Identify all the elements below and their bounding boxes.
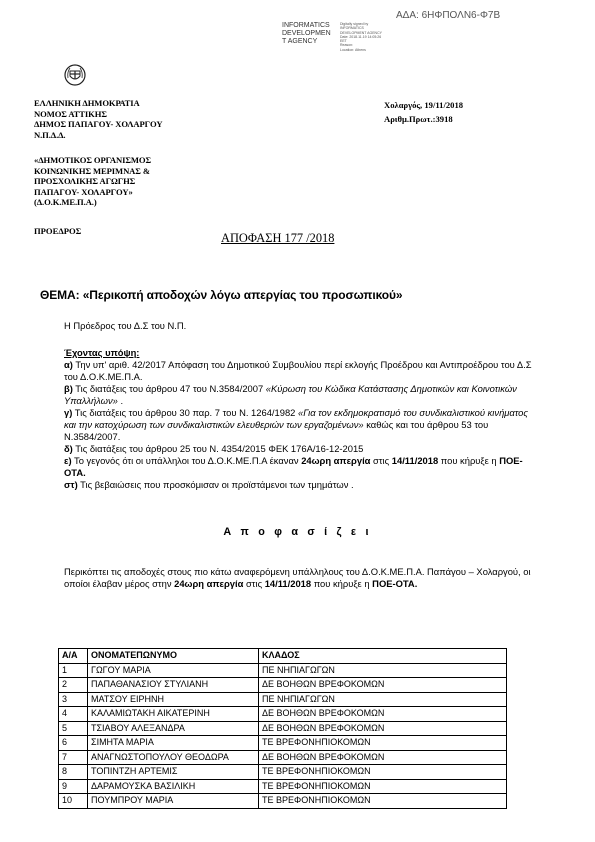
considering-title: Έχοντας υπόψη: [64, 347, 140, 358]
employee-branch: ΤΕ ΒΡΕΦΟΝΗΠΙΟΚΟΜΩΝ [259, 779, 507, 794]
employee-name: ΤΣΙΑΒΟΥ ΑΛΕΞΑΝΔΡΑ [88, 721, 259, 736]
org-line: (Δ.Ο.Κ.ΜΕ.Π.Α.) [34, 197, 97, 207]
table-row [59, 707, 507, 722]
considering-section [64, 347, 534, 491]
organization-name [34, 155, 151, 208]
employee-name: ΣΙΜΗΤΑ ΜΑΡΙΑ [88, 736, 259, 751]
signature-line: Date: 2018.11.19 14:05:26 [340, 34, 382, 39]
employee-branch: ΔΕ ΒΟΗΘΩΝ ΒΡΕΦΟΚΟΜΩΝ [259, 707, 507, 722]
org-line: ΠΑΠΑΓΟΥ- ΧΟΛΑΡΓΟΥ» [34, 186, 133, 197]
header-line: ΝΟΜΟΣ ΑΤΤΙΚΗΣ [34, 108, 107, 119]
table-row [59, 765, 507, 780]
row-number: 10 [59, 794, 88, 809]
row-number: 4 [59, 707, 88, 722]
table-row [59, 678, 507, 693]
protocol-number: Αριθμ.Πρωτ.:3918 [384, 114, 453, 124]
consideration-item: α) Την υπ' αριθ. 42/2017 Απόφαση του Δημοτικού Συμβουλίου περί εκλογής Προέδρου και Αντιπροέδρου του Δ.Σ του Δ.Ο.Κ.ΜΕ.Π.Α. [64, 359, 532, 382]
row-number: 9 [59, 779, 88, 794]
employee-name: ΓΩΓΟΥ ΜΑΡΙΑ [88, 663, 259, 678]
employee-name: ΠΑΠΑΘΑΝΑΣΙΟΥ ΣΤΥΛΙΑΝΗ [88, 678, 259, 693]
row-number: 8 [59, 765, 88, 780]
employee-name: ΠΟΥΜΠΡΟΥ ΜΑΡΙΑ [88, 794, 259, 809]
intro-text: Η Πρόεδρος του Δ.Σ του Ν.Π. [64, 320, 187, 331]
ada-code: ΑΔΑ: 6ΗΦΠΟΛΝ6-Φ7Β [396, 10, 501, 21]
header-line: ΕΛΛΗΝΙΚΗ ΔΗΜΟΚΡΑΤΙΑ [34, 98, 140, 108]
row-number: 6 [59, 736, 88, 751]
logo-line: T AGENCY [282, 38, 318, 45]
decision-body: Περικόπτει τις αποδοχές στους πιο κάτω αναφερόμενη υπάλληλους του Δ.Ο.Κ.ΜΕ.Π.Α. Παπάγου – Χολαργού, οι οποίοι έλαβαν μέρος στην 24ωρη απεργία στις 14/11/2018 που κήρυξε η ΠΟΕ-ΟΤΑ. [64, 566, 531, 589]
org-line: «ΔΗΜΟΤΙΚΟΣ ΟΡΓΑΝΙΣΜΟΣ [34, 155, 151, 165]
logo-line: INFORMATICS [282, 22, 330, 29]
header-branch: ΚΛΑΔΟΣ [259, 649, 507, 664]
president-label: ΠΡΟΕΔΡΟΣ [34, 226, 82, 236]
employee-name: ΑΝΑΓΝΩΣΤΟΠΟΥΛΟΥ ΘΕΟΔΩΡΑ [88, 750, 259, 765]
consideration-item: στ) Τις βεβαιώσεις που προσκόμισαν οι προϊστάμενοι των τμημάτων . [64, 479, 354, 490]
table-row [59, 663, 507, 678]
signature-line: Location: Athens [340, 47, 366, 52]
greek-emblem-icon [64, 64, 86, 86]
row-number: 7 [59, 750, 88, 765]
header-line: Ν.Π.Δ.Δ. [34, 129, 66, 140]
employee-name: ΜΑΤΣΟΥ ΕΙΡΗΝΗ [88, 692, 259, 707]
table-header-row [59, 649, 507, 664]
employee-branch: ΔΕ ΒΟΗΘΩΝ ΒΡΕΦΟΚΟΜΩΝ [259, 750, 507, 765]
employee-name: ΤΟΠΙΝΤΖΗ ΑΡΤΕΜΙΣ [88, 765, 259, 780]
employee-name: ΚΑΛΑΜΙΩΤΑΚΗ ΑΙΚΑΤΕΡΙΝΗ [88, 707, 259, 722]
digital-signature-details [340, 22, 382, 52]
employee-branch: ΤΕ ΒΡΕΦΟΝΗΠΙΟΚΟΜΩΝ [259, 794, 507, 809]
logo-line: DEVELOPMEN [282, 30, 331, 37]
consideration-item: δ) Τις διατάξεις του άρθρου 25 του Ν. 4354/2015 ΦΕΚ 176Α/16-12-2015 [64, 443, 364, 454]
header-line: ΔΗΜΟΣ ΠΑΠΑΓΟΥ- ΧΟΛΑΡΓΟΥ [34, 119, 163, 129]
table-row [59, 750, 507, 765]
employee-branch: ΤΕ ΒΡΕΦΟΝΗΠΙΟΚΟΜΩΝ [259, 736, 507, 751]
employee-branch: ΤΕ ΒΡΕΦΟΝΗΠΙΟΚΟΜΩΝ [259, 765, 507, 780]
employee-branch: ΠΕ ΝΗΠΙΑΓΩΓΩΝ [259, 692, 507, 707]
header-number: Α/Α [59, 649, 88, 664]
employee-branch: ΠΕ ΝΗΠΙΑΓΩΓΩΝ [259, 663, 507, 678]
signature-line: Reason: [340, 43, 354, 48]
employee-branch: ΔΕ ΒΟΗΘΩΝ ΒΡΕΦΟΚΟΜΩΝ [259, 678, 507, 693]
signature-line: DEVELOPMENT AGENCY [340, 30, 382, 35]
signature-line: Digitally signed by [340, 22, 369, 26]
employee-table [58, 648, 507, 809]
decision-title: ΑΠΟΦΑΣΗ 177 /2018 [221, 231, 335, 245]
table-row [59, 721, 507, 736]
org-line: ΠΡΟΣΧΟΛΙΚΗΣ ΑΓΩΓΗΣ [34, 176, 136, 186]
row-number: 1 [59, 663, 88, 678]
table-row [59, 779, 507, 794]
row-number: 2 [59, 678, 88, 693]
consideration-item: γ) Τις διατάξεις του άρθρου 30 παρ. 7 του Ν. 1264/1982 «Για τον εκδημοκρατισμό του συνδικαλιστικού κινήματος και την κατοχύρωση των συνδικαλιστικών ελευθεριών των εργαζομένων» καθώς και του άρθρου 53 του Ν.3584/2007. [64, 407, 528, 442]
signature-line: EET [340, 39, 347, 44]
employee-name: ΔΑΡΑΜΟΥΣΚΑ ΒΑΣΙΛΙΚΗ [88, 779, 259, 794]
row-number: 3 [59, 692, 88, 707]
consideration-item: ε) Το γεγονός ότι οι υπάλληλοι του Δ.Ο.Κ.ΜΕ.Π.Α έκαναν 24ωρη απεργία στις 14/11/2018 που κήρυξε η ΠΟΕ-ΟΤΑ. [64, 455, 523, 478]
date-protocol [384, 98, 463, 126]
signature-logo-text [282, 22, 331, 46]
consideration-item: β) Τις διατάξεις του άρθρου 47 του Ν.3584/2007 «Κύρωση του Κώδικα Κατάστασης Δημοτικών και Κοινοτικών Υπαλλήλων» . [64, 383, 517, 406]
row-number: 5 [59, 721, 88, 736]
table-row [59, 794, 507, 809]
decides-heading: Α π ο φ α σ ί ζ ε ι [223, 526, 372, 538]
org-line: ΚΟΙΝΩΝΙΚΗΣ ΜΕΡΙΜΝΑΣ & [34, 165, 150, 176]
document-date: Χολαργός, 19/11/2018 [384, 100, 464, 110]
signature-line: INFORMATICS [340, 26, 364, 31]
table-row [59, 736, 507, 751]
header-name: ΟΝΟΜΑΤΕΠΩΝΥΜΟ [88, 649, 259, 664]
authority-header [34, 98, 163, 140]
subject-line: ΘΕΜΑ: «Περικοπή αποδοχών λόγω απεργίας του προσωπικού» [40, 288, 403, 302]
table-row [59, 692, 507, 707]
employee-branch: ΔΕ ΒΟΗΘΩΝ ΒΡΕΦΟΚΟΜΩΝ [259, 721, 507, 736]
